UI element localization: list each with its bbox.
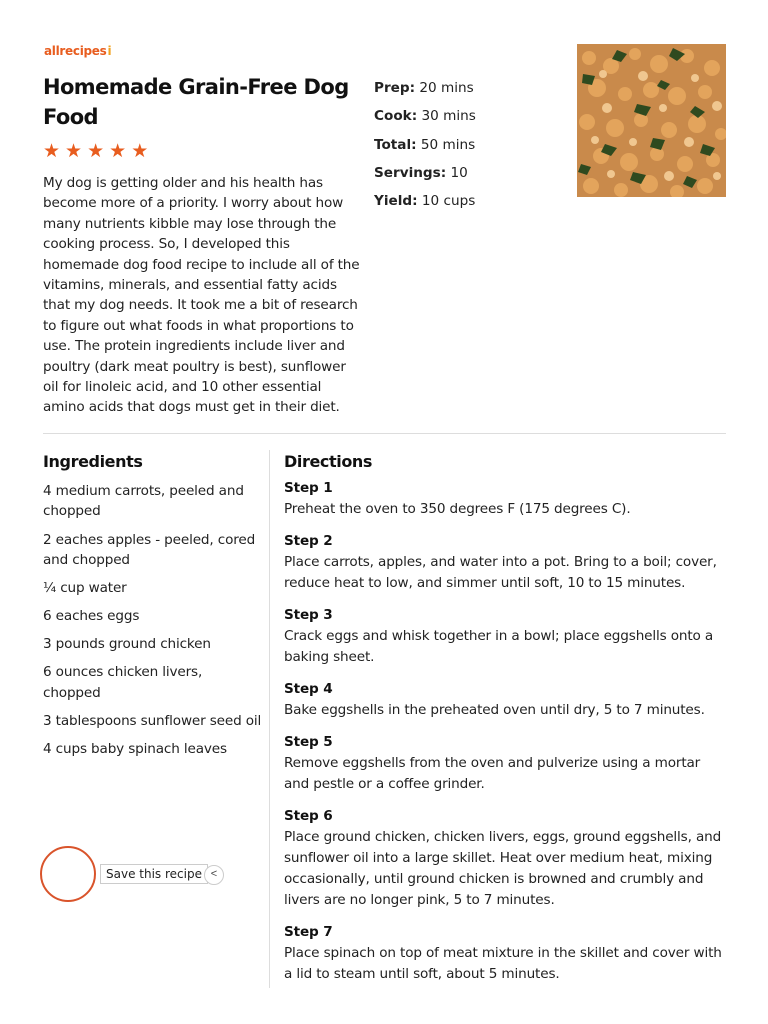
step-text: Crack eggs and whisk together in a bowl; place eggshells onto a baking sheet. — [284, 628, 714, 665]
step-text: Place ground chicken, chicken livers, eggs, ground eggshells, and sunflower oil into a large skillet. Heat over medium heat, mixing occasionally, until ground chicken is browned and crumbly and livers are no longer pink, 5 to 7 minutes. — [284, 829, 722, 908]
recipe-photo — [577, 44, 726, 197]
direction-step — [284, 679, 724, 721]
star-icon: ★ — [109, 141, 127, 162]
star-icon: ★ — [87, 141, 105, 162]
recipe-description: My dog is getting older and his health has become more of a priority. I worry about how many nutrients kibble may lose through the cooking process. So, I developed this homemade dog food recipe to include all of the vitamins, minerals, and essential fatty acids that my dog needs. It took me a bit of research to figure out what foods in what proportions to use. The protein ingredients include liver and poultry (dark meat poultry is best), sunflower oil for linoleic acid, and 10 other essential amino acids that dogs must get in their diet. — [43, 175, 360, 416]
step-label: Step 4 — [284, 681, 333, 697]
star-icon: ★ — [65, 141, 83, 162]
direction-step — [284, 732, 724, 795]
star-rating — [43, 141, 148, 163]
direction-step — [284, 605, 724, 668]
meta-label: Prep: — [374, 80, 416, 96]
step-label: Step 5 — [284, 734, 333, 750]
meta-value: 10 cups — [421, 193, 476, 210]
allrecipes-logo[interactable] — [44, 44, 111, 58]
meta-label: Cook: — [374, 108, 418, 125]
meta-label: Total: — [374, 136, 417, 153]
logo-text: allrecipes — [44, 44, 107, 58]
step-label: Step 3 — [284, 607, 333, 623]
ingredients-heading: Ingredients — [43, 452, 143, 471]
step-label: Step 6 — [284, 808, 333, 824]
star-icon: ★ — [43, 141, 61, 162]
spoon-icon: ⅰ — [107, 44, 112, 58]
meta-value: 50 mins — [420, 136, 476, 153]
step-text: Place carrots, apples, and water into a pot. Bring to a boil; cover, reduce heat to low, and simmer until soft, 10 to 15 minutes. — [284, 554, 717, 591]
meta-prep — [374, 74, 476, 102]
direction-step — [284, 806, 724, 911]
ingredient-item: ¼ cup water — [43, 580, 127, 596]
column-divider — [269, 450, 270, 988]
recipe-title: Homemade Grain-Free Dog Food — [43, 75, 349, 129]
meta-yield — [374, 187, 476, 215]
meta-value: 30 mins — [421, 108, 476, 125]
direction-step — [284, 531, 724, 594]
star-icon: ★ — [131, 141, 149, 162]
meta-total — [374, 131, 476, 159]
ingredient-item: 4 cups baby spinach leaves — [43, 740, 227, 757]
meta-value: 10 — [450, 164, 468, 181]
step-label: Step 2 — [284, 533, 333, 549]
step-label: Step 7 — [284, 924, 333, 940]
recipe-meta — [374, 74, 476, 215]
ingredient-item: 3 pounds ground chicken — [43, 636, 211, 653]
ingredient-item: 3 tablespoons sunflower seed oil — [43, 712, 262, 729]
section-divider — [43, 433, 726, 434]
save-recipe-label[interactable]: Save this recipe — [100, 864, 208, 884]
direction-step — [284, 922, 724, 985]
collapse-chevron-icon[interactable]: < — [204, 865, 224, 885]
meta-label: Servings: — [374, 164, 447, 181]
directions-list — [284, 478, 724, 988]
direction-step — [284, 478, 724, 520]
meta-cook — [374, 102, 476, 130]
ingredient-item: 4 medium carrots, peeled and chopped — [43, 483, 244, 520]
ingredient-item: 6 ounces chicken livers, chopped — [43, 664, 203, 701]
step-text: Bake eggshells in the preheated oven until dry, 5 to 7 minutes. — [284, 702, 705, 718]
ingredient-item: 2 eaches apples - peeled, cored and chopped — [43, 531, 256, 568]
step-text: Place spinach on top of meat mixture in the skillet and cover with a lid to steam until soft, about 5 minutes. — [284, 945, 722, 982]
ingredient-item: 6 eaches eggs — [43, 608, 140, 625]
step-text: Preheat the oven to 350 degrees F (175 degrees C). — [284, 501, 631, 517]
meta-servings — [374, 159, 476, 187]
step-text: Remove eggshells from the oven and pulverize using a mortar and pestle or a coffee grinder. — [284, 755, 701, 792]
step-label: Step 1 — [284, 480, 333, 496]
save-recipe-button[interactable] — [40, 846, 96, 902]
directions-heading: Directions — [284, 452, 373, 471]
meta-value: 20 mins — [419, 80, 474, 96]
meta-label: Yield: — [374, 193, 418, 210]
ingredients-list — [43, 481, 263, 767]
